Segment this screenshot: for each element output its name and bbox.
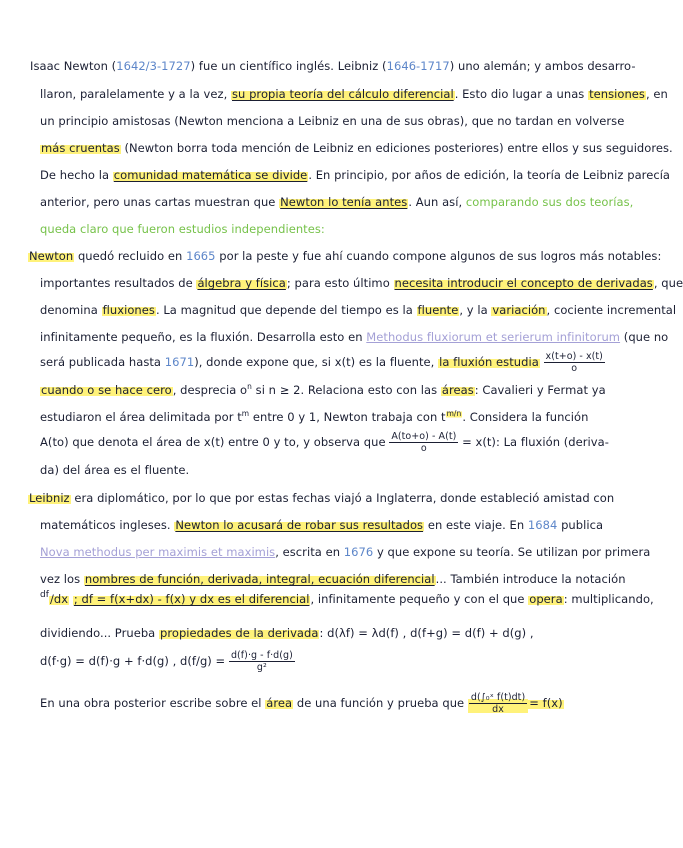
text: Isaac Newton ( <box>30 59 117 73</box>
p1-line-7 <box>40 222 325 236</box>
p3-line-1 <box>28 491 614 505</box>
highlight: fluente <box>417 303 459 317</box>
p1-line-2 <box>40 87 668 101</box>
highlight: álgebra y física <box>197 276 286 290</box>
text: vez los <box>40 572 81 586</box>
df-notation: df <box>40 590 49 600</box>
highlight-superscript: m/n <box>446 409 462 418</box>
text: ) fue un científico inglés. Leibniz ( <box>190 59 387 73</box>
p2-line-8 <box>40 431 609 454</box>
text: , desprecia o <box>172 383 248 397</box>
text: , cociente incremental <box>546 303 677 317</box>
text: . Aun así, <box>408 195 463 209</box>
fraction-numerator: d(f)·g - f·d(g) <box>230 650 293 661</box>
text: ; para esto último <box>286 276 390 290</box>
text: . Esto dio lugar a unas <box>454 87 585 101</box>
book-title: Nova methodus per maximis et maximis <box>40 545 276 559</box>
text: : Cavalieri y Fermat ya <box>474 383 606 397</box>
text: llaron, paralelamente y a la vez, <box>40 87 228 101</box>
highlight: área <box>266 696 293 710</box>
fraction-denominator: dx <box>492 704 504 715</box>
p1-line-6 <box>40 195 633 209</box>
text: A(to) que denota el área de x(t) entre 0 y to, y observa que <box>40 435 386 449</box>
text: denomina <box>40 303 98 317</box>
highlight: propiedades de la derivada <box>160 626 319 640</box>
text: ... También introduce la notación <box>435 572 626 586</box>
newton-years: 1642/3-1727 <box>116 59 191 73</box>
p3-line-8 <box>40 692 564 715</box>
text: En una obra posterior escribe sobre el <box>40 696 262 710</box>
book-title: Methodus fluxiorum et serierum infinitorum <box>366 330 621 344</box>
highlight: variación <box>492 303 546 317</box>
text: infinitamente pequeño, es la fluxión. Desarrolla esto en <box>40 330 363 344</box>
p2-line-7 <box>40 409 588 424</box>
superscript: n <box>247 382 252 391</box>
highlight: comunidad matemática se divide <box>113 168 308 182</box>
fraction-numerator: x(t+o) - x(t) <box>545 351 603 362</box>
text: ), donde expone que, si x(t) es la fluente, <box>194 355 435 369</box>
highlight: áreas <box>441 383 474 397</box>
p2-line-2 <box>40 276 683 290</box>
year: 1684 <box>527 518 558 532</box>
highlight: Newton <box>29 249 74 263</box>
superscript: m <box>241 409 250 418</box>
text: era diplomático, por lo que por estas fechas viajó a Inglaterra, donde estableció amistad con <box>74 491 615 505</box>
highlight: su propia teoría del cálculo diferencial <box>232 87 454 101</box>
highlight: Leibniz <box>29 491 70 505</box>
text: . Considera la función <box>462 410 589 424</box>
p2-line-6 <box>40 382 606 397</box>
p2-line-9 <box>40 463 189 477</box>
highlight: Newton lo acusará de robar sus resultados <box>175 518 424 532</box>
green-note: comparando sus dos teorías, <box>465 195 634 209</box>
text: por la peste y fue ahí cuando compone algunos de sus logros más notables: <box>219 249 662 263</box>
text: (Newton borra toda mención de Leibniz en ediciones posteriores) entre ellos y sus seguidores. <box>124 141 673 155</box>
fraction-numerator: A(to+o) - A(t) <box>391 431 457 442</box>
text: da) del área es el fluente. <box>40 463 190 477</box>
green-note: queda claro que fueron estudios independientes: <box>40 222 325 236</box>
text: y que expone su teoría. Se utilizan por primera <box>376 545 651 559</box>
highlight: necesita introducir el concepto de derivadas <box>394 276 653 290</box>
text: de una función y prueba que <box>296 696 465 710</box>
highlight: Newton lo tenía antes <box>280 195 408 209</box>
text: , que <box>653 276 683 290</box>
p2-line-3 <box>40 303 676 317</box>
text: anterior, pero unas cartas muestran que <box>40 195 276 209</box>
quotient-rule-fraction <box>229 650 295 673</box>
highlight: la fluxión estudia <box>439 355 539 369</box>
text: = x(t): La fluxión (deriva- <box>462 435 609 449</box>
text: entre 0 y 1, Newton trabaja con t <box>252 410 446 424</box>
year: 1665 <box>186 249 216 263</box>
text: : d(λf) = λd(f) , d(f+g) = d(f) + d(g) , <box>319 626 534 640</box>
highlight: nombres de función, derivada, integral, ecuación diferencial <box>84 572 435 586</box>
fundamental-theorem-fraction <box>468 692 528 715</box>
p1-line-3 <box>40 114 624 128</box>
highlight: opera <box>529 592 563 606</box>
p3-line-4 <box>40 572 626 586</box>
p1-line-1 <box>30 59 636 73</box>
highlight: fluxiones <box>102 303 155 317</box>
text: quedó recluido en <box>77 249 183 263</box>
text: , infinitamente pequeño y con el que <box>310 592 525 606</box>
highlight: más cruentas <box>41 141 120 155</box>
p1-line-5 <box>40 168 670 182</box>
text: importantes resultados de <box>40 276 193 290</box>
text: (que no <box>623 330 669 344</box>
p2-line-1 <box>28 249 661 263</box>
p3-line-3 <box>40 545 650 559</box>
text: , escrita en <box>275 545 341 559</box>
p3-line-6 <box>40 626 534 640</box>
text: dividiendo... Prueba <box>40 626 156 640</box>
fraction-denominator: g² <box>256 662 267 673</box>
p3-line-5 <box>40 592 654 606</box>
year: 1676 <box>343 545 374 559</box>
highlight: = f(x) <box>529 696 563 710</box>
text: . En principio, por años de edición, la teoría de Leibniz parecía <box>308 168 671 182</box>
text: ) uno alemán; y ambos desarro- <box>449 59 636 73</box>
text: De hecho la <box>40 168 110 182</box>
text: si n ≥ 2. Relaciona esto con las <box>255 383 438 397</box>
text: : multiplicando, <box>563 592 654 606</box>
fraction-numerator: d(∫₀ˣ f(t)dt) <box>470 692 526 703</box>
text: d(f·g) = d(f)·g + f·d(g) , d(f/g) = <box>40 654 226 668</box>
p2-line-5 <box>40 351 605 374</box>
fluxion-fraction <box>544 351 605 374</box>
text: , y la <box>459 303 488 317</box>
text: será publicada hasta <box>40 355 162 369</box>
text: estudiaron el área delimitada por t <box>40 410 242 424</box>
fraction-denominator: o <box>420 443 427 454</box>
text: en este viaje. En <box>427 518 525 532</box>
highlight: tensiones <box>589 87 645 101</box>
text: . La magnitud que depende del tiempo es la <box>155 303 413 317</box>
text: publica <box>561 518 604 532</box>
area-fraction <box>389 431 458 454</box>
text: , en <box>645 87 668 101</box>
highlight: ; df = f(x+dx) - f(x) y dx es el diferencial <box>73 592 310 606</box>
highlight: cuando o se hace cero <box>41 383 172 397</box>
fraction-denominator: o <box>571 363 578 374</box>
text: un principio amistosas (Newton menciona a Leibniz en una de sus obras), que no tardan en volverse <box>40 114 625 128</box>
p1-line-4 <box>40 141 673 155</box>
highlight: /dx <box>49 592 69 606</box>
year: 1671 <box>164 355 195 369</box>
p3-line-7 <box>40 650 295 673</box>
text: matemáticos ingleses. <box>40 518 171 532</box>
leibniz-years: 1646-1717 <box>386 59 450 73</box>
p2-line-4 <box>40 330 668 344</box>
p3-line-2 <box>40 518 603 532</box>
